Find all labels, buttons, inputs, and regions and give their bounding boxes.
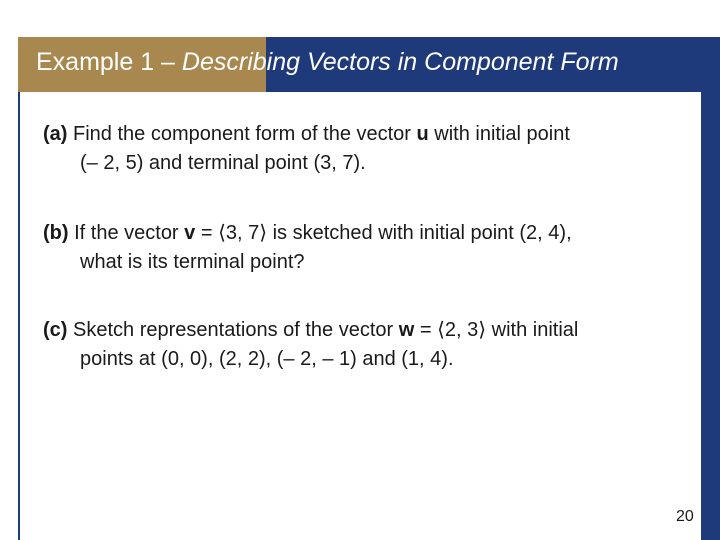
- page-number: 20: [676, 508, 694, 525]
- item-c-line2: points at (0, 0), (2, 2), (– 2, – 1) and (1, 4).: [80, 348, 454, 370]
- left-border-rule: [18, 37, 20, 540]
- item-a-label: (a): [43, 123, 68, 145]
- item-b-line2: what is its terminal point?: [80, 251, 305, 273]
- item-b-text-post: = ⟨3, 7⟩ is sketched with initial point (2, 4),: [195, 222, 572, 244]
- slide-title: [36, 48, 619, 77]
- item-b-label: (b): [43, 222, 69, 244]
- item-a-line2: (– 2, 5) and terminal point (3, 7).: [80, 152, 366, 174]
- item-a-vector: u: [416, 123, 429, 145]
- item-c-label: (c): [43, 319, 68, 341]
- slide-title-prefix: Example 1 –: [36, 48, 182, 76]
- item-c-text-pre: Sketch representations of the vector: [67, 319, 399, 341]
- item-a: [43, 120, 693, 178]
- item-c: [43, 316, 693, 374]
- item-b-text-pre: If the vector: [68, 222, 185, 244]
- item-b-vector: v: [184, 222, 196, 244]
- item-a-text-pre: Find the component form of the vector: [67, 123, 417, 145]
- item-b: [43, 219, 693, 277]
- item-c-vector: w: [398, 319, 415, 341]
- slide-title-italic: Describing Vectors in Component Form: [181, 48, 619, 76]
- right-border-rule: [701, 37, 720, 540]
- item-a-text-post: with initial point: [428, 123, 570, 145]
- item-c-text-post: = ⟨2, 3⟩ with initial: [414, 319, 579, 341]
